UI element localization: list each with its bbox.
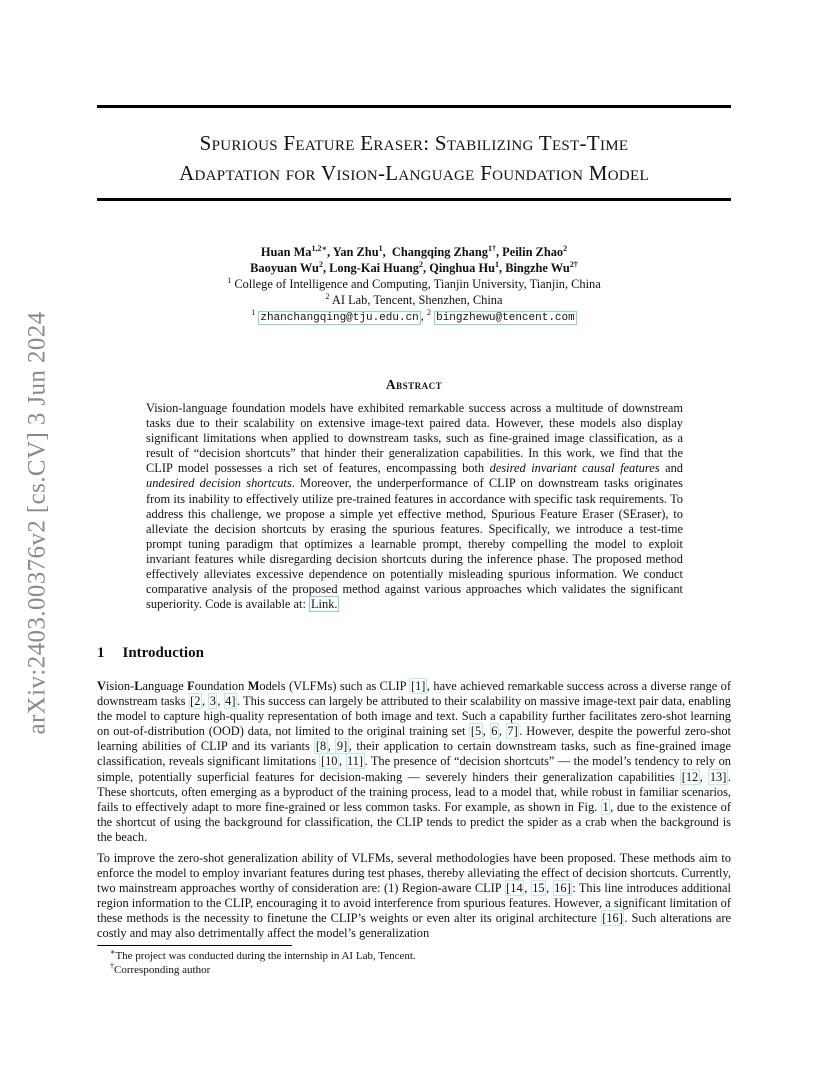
- author-block: [97, 244, 731, 326]
- abstract-body: [146, 401, 683, 612]
- body-text: anguage: [142, 679, 188, 693]
- author-name: Peilin Zhao: [502, 245, 564, 259]
- citation-link[interactable]: [14: [506, 881, 523, 896]
- arxiv-stamp-text: arXiv:2403.00376v2 [cs.CV] 3 Jun 2024: [24, 310, 52, 735]
- section-title: Introduction: [122, 645, 204, 661]
- bold-initial: L: [134, 679, 143, 693]
- affiliation-2: [97, 292, 731, 308]
- citation-link[interactable]: 15: [532, 881, 545, 896]
- abstract-text: Vision-language foundation models have exhibited remarkable success across a multitude of downstream tasks due to their scalability on extensive image-text paired data. However, these models also display significant limitations when applied to downstream tasks, such as fine-grained image classification, as a result of “decision shortcuts” that hinder their generalization capabilities. In this work, we find that the CLIP model possesses a rich set of features, encompassing both: [146, 401, 683, 476]
- arxiv-identifier-stamp: [24, 295, 52, 750]
- footnotes: [110, 949, 416, 977]
- citation-link[interactable]: 16]: [554, 881, 571, 896]
- affiliation-text: College of Intelligence and Computing, Tianjin University, Tianjin, China: [234, 277, 601, 291]
- citation-link[interactable]: 9]: [336, 739, 348, 754]
- intro-paragraph-1: Vision-Language Foundation Models (VLFMs) such as CLIP [1] , have achieved remarkable success across a diverse range of downstream tasks [2 , 3 , 4] . This success can largely be attributed to their scalability on massive image-text pair data, enabling the model to capture high-quality representation of both image and text. Such a capability further facilitates zero-shot learning on out-of-distribution (OOD) data, not limited to the original training set [5 , 6 , 7] . However, despite the powerful zero-shot learning abilities of CLIP and its variants [8 , 9] , their application to certain downstream tasks, such as fine-grained image classification, reveals significant limitations [10 , 11] . The presence of “decision shortcuts” — the model’s tendency to rely on simple, potentially superficial features for decision-making — severely hinders their generalization capabilities [12 , 13] . These shortcuts, often emerging as a byproduct of the training process, lead to a model that, while robust in familiar scenarios, fails to effectively adapt to more fine-grained or less common tasks. For example, as shown in Fig. 1 , due to the existence of the shortcut of using the background for classification, the CLIP tends to predict the spider as a crab when the background is the beach.: [97, 679, 732, 844]
- author-name: Huan Ma: [260, 245, 312, 259]
- email-link-tju[interactable]: zhanchangqing@tju.edu.cn: [260, 312, 419, 324]
- author-sup: 2: [419, 259, 423, 269]
- body-text: oundation: [194, 679, 248, 693]
- body-text: , due to the existence of the shortcut of using the background for classification, the CLIP tends to predict the spider as a crab when the background is the beach.: [97, 799, 732, 844]
- citation-link[interactable]: [10: [320, 754, 338, 769]
- author-name: Yan Zhu: [332, 245, 379, 259]
- abstract-text: . Moreover, the underperformance of CLIP on downstream tasks originates from its inability to effectively utilize pre-trained features in accordance with specific task requirements. To address this challenge, we propose a simple yet effective method, Spurious Feature Eraser (SEraser), to alleviate the decision shortcuts by erasing the spurious features. Specifically, we introduce a test-time prompt tuning paradigm that optimizes a learnable prompt, thereby compelling the model to exploit invariant features while disregarding decision shortcuts during the inference phase. The proposed method effectively alleviates excessive dependence on potentially misleading spurious information. We conduct comparative analysis of the proposed method against various approaches which validates the significant superiority. Code is available at:: [146, 476, 683, 612]
- figure-link[interactable]: 1: [602, 799, 609, 814]
- footnote-rule: [97, 945, 292, 946]
- author-name: Baoyuan Wu: [250, 261, 319, 275]
- citation-link[interactable]: 4]: [225, 694, 236, 709]
- citation-link[interactable]: 3: [209, 694, 216, 709]
- footnote-text: The project was conducted during the internship in AI Lab, Tencent.: [115, 950, 416, 962]
- author-name: Qinghua Hu: [429, 261, 495, 275]
- body-text: . This success can largely be attributed to their scalability on massive image-text pair data, enabling the model to capture high-quality representation of both image and text. Such a capability further facilitates zero-shot learning on out-of-distribution (OOD) data, not limited to the original training set: [97, 694, 731, 739]
- body-text: : This line introduces additional region information to the CLIP, encouraging it to avoid interference from spurious features. However, a significant limitation of these methods is the necessity to finetune the CLIP’s weights or even alter its original architecture: [97, 881, 731, 926]
- abstract-emphasis: desired invariant causal features: [489, 461, 660, 476]
- affiliation-sup: 2: [325, 291, 330, 301]
- abstract-emphasis: undesired decision shortcuts: [146, 476, 292, 491]
- body-text: . However, despite the powerful zero-shot learning abilities of CLIP and its variants: [97, 724, 731, 754]
- author-sup: 2: [563, 243, 568, 253]
- footnote-mark: †: [110, 961, 114, 971]
- body-text: . These shortcuts, often emerging as a byproduct of the training process, lead to a model that, while robust in familiar scenarios, fails to effectively adapt to more fine-grained or less common tasks. For example, as shown in Fig.: [97, 769, 731, 814]
- author-sup: 1: [494, 259, 499, 269]
- footnote-1: [110, 949, 416, 963]
- abstract-heading: Abstract: [385, 377, 443, 392]
- citation-link[interactable]: 6: [491, 724, 498, 739]
- email-sup: 1: [251, 307, 256, 317]
- title-rule-top: [97, 105, 731, 108]
- intro-paragraph-2: To improve the zero-shot generalization ability of VLFMs, several methodologies have been proposed. These methods aim to enforce the model to employ invariant features during test phases, thereby alleviating the effect of decision shortcuts. Currently, two mainstream approaches worthy of consideration are: (1) Region-aware CLIP [14 , 15 , 16] : This line introduces additional region information to the CLIP, encouraging it to avoid interference from spurious features. However, a significant limitation of these methods is the necessity to finetune the CLIP’s weights or even alter its original architecture [16] . Such alterations are costly and may also detrimentally affect the model’s generalization: [97, 851, 732, 941]
- title-line-2: Adaptation for Vision-Language Foundation Model: [179, 161, 649, 185]
- citation-link[interactable]: [8: [315, 739, 327, 754]
- bold-initial: M: [247, 679, 260, 693]
- citation-link[interactable]: [12: [681, 769, 699, 784]
- author-sup: 1†: [487, 243, 496, 253]
- citation-link[interactable]: [5: [470, 724, 482, 739]
- abstract-text: and: [659, 461, 683, 476]
- citation-link[interactable]: 7]: [507, 724, 518, 739]
- author-sup: 2†: [569, 259, 578, 269]
- affiliation-sup: 1: [227, 275, 232, 285]
- author-name: Changqing Zhang: [391, 245, 488, 259]
- author-line-1: Huan $Ma^{1,2∗}$, Yan Zhu$^1$, Changqing Zhang$^{1\dagger}$, Peilin Zhao$^2$: [260, 243, 568, 259]
- code-link[interactable]: Link.: [310, 597, 338, 612]
- section-number: 1: [97, 645, 105, 661]
- section-heading-introduction: [97, 645, 204, 662]
- citation-link[interactable]: [2: [190, 694, 201, 709]
- body-text: ision-: [105, 679, 135, 693]
- footnote-2: [110, 963, 416, 977]
- citation-link[interactable]: [1]: [410, 679, 426, 693]
- body-text: , their application to certain downstream tasks, such as fine-grained image classification, reveals significant limitations: [97, 739, 732, 769]
- bold-initial: V: [97, 679, 106, 693]
- bold-initial: F: [187, 679, 195, 693]
- body-text: odels (VLFMs) such as CLIP: [259, 679, 410, 693]
- email-line: $^1$ zhanchangqing@tju.edu.cn , $^2$ bingzhewu@tencent.com: [251, 307, 575, 324]
- citation-link[interactable]: 11]: [347, 754, 364, 769]
- author-sup: 2: [318, 259, 323, 269]
- author-sup: 1: [378, 243, 383, 253]
- author-name: Long-Kai Huang: [329, 261, 419, 275]
- paper-title: [97, 128, 731, 188]
- title-line-1: Spurious Feature Eraser: Stabilizing Test-Time: [199, 131, 629, 155]
- footnote-mark: ∗: [110, 947, 116, 957]
- body-text: , have achieved remarkable success across a diverse range of downstream tasks: [97, 679, 731, 709]
- affiliation-text: AI Lab, Tencent, Shenzhen, China: [331, 293, 503, 307]
- affiliation-1: [97, 276, 731, 292]
- author-sup: 1,2∗: [311, 243, 328, 253]
- author-line-2: Baoyuan Wu$^2$, Long-Kai Huang$^2$, Qinghua Hu$^1$, Bingzhe $Wu^{2\dagger}$: [250, 259, 578, 275]
- footnote-text: Corresponding author: [114, 964, 211, 976]
- body-text: . The presence of “decision shortcuts” — the model’s tendency to rely on simple, potentially superficial features for decision-making — severely hinders their generalization capabilities: [97, 754, 731, 784]
- body-text: . Such alterations are costly and may also detrimentally affect the model’s generalization: [97, 911, 732, 941]
- citation-link[interactable]: [16]: [602, 911, 623, 926]
- author-name: Bingzhe Wu: [505, 261, 570, 275]
- email-link-tencent[interactable]: bingzhewu@tencent.com: [436, 312, 575, 324]
- title-rule-bottom: [97, 198, 731, 201]
- email-sup: 2: [427, 307, 431, 317]
- citation-link[interactable]: 13]: [709, 769, 727, 784]
- body-text: To improve the zero-shot generalization ability of VLFMs, several methodologies have been proposed. These methods aim to enforce the model to employ invariant features during test phases, thereby alleviating the effect of decision shortcuts. Currently, two mainstream approaches worthy of consideration are: (1) Region-aware CLIP: [97, 851, 731, 896]
